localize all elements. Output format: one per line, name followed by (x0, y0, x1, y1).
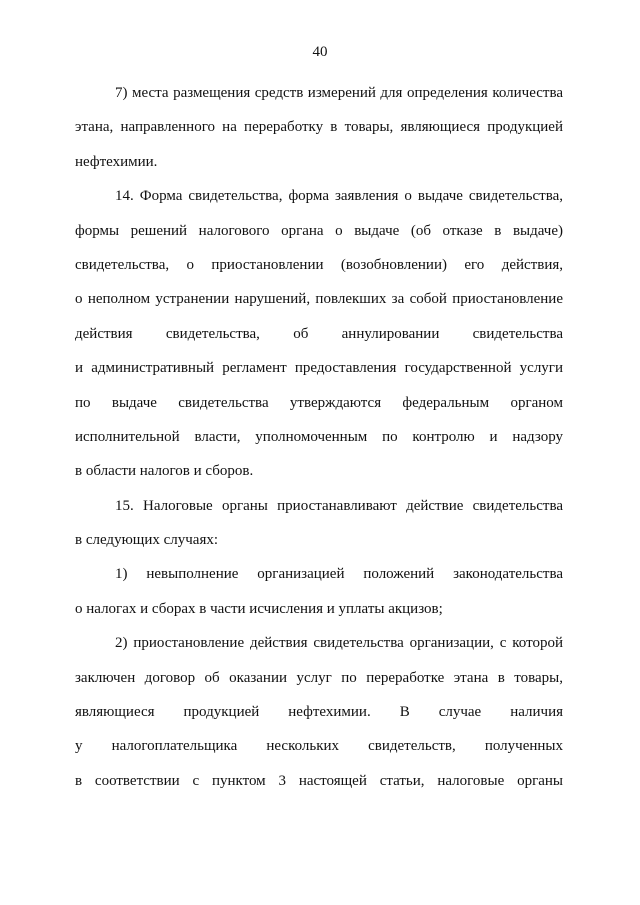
text-line: 2) приостановление действия свидетельства организации, с которой (115, 635, 563, 652)
paragraph-section-14 (75, 179, 563, 489)
text-line: в следующих случаях: (75, 532, 219, 549)
paragraph-item-2 (75, 626, 563, 798)
text-line: 15. Налоговые органы приостанавливают действие свидетельства (115, 497, 563, 514)
document-body (75, 76, 563, 798)
paragraph-section-15 (75, 489, 563, 558)
text-line: являющиеся продукцией нефтехимии. В случае наличия (75, 704, 563, 721)
page-number: 40 (312, 44, 328, 60)
paragraph-item-1 (75, 557, 563, 626)
text-line: о налогах и сборах в части исчисления и уплаты акцизов; (75, 600, 443, 617)
text-line: формы решений налогового органа о выдаче (об отказе в выдаче) (75, 222, 563, 239)
text-line: 1) невыполнение организацией положений законодательства (115, 566, 563, 583)
text-line: 14. Форма свидетельства, форма заявления о выдаче свидетельства, (115, 188, 563, 205)
text-line: в соответствии с пунктом 3 настоящей статьи, налоговые органы (75, 772, 563, 789)
text-line: исполнительной власти, уполномоченным по контролю и надзору (75, 428, 563, 445)
text-line: у налогоплательщика нескольких свидетельств, полученных (75, 738, 563, 755)
text-line: 7) места размещения средств измерений для определения количества (115, 85, 563, 101)
text-line: в области налогов и сборов. (75, 463, 254, 480)
text-line: и административный регламент предоставления государственной услуги (75, 360, 563, 377)
text-line: этана, направленного на переработку в товары, являющиеся продукцией (75, 119, 563, 136)
text-line: заключен договор об оказании услуг по переработке этана в товары, (75, 669, 563, 686)
text-line: нефтехимии. (75, 153, 158, 170)
paragraph-item-7 (75, 76, 563, 179)
text-line: действия свидетельства, об аннулировании свидетельства (75, 325, 563, 342)
text-line: о неполном устранении нарушений, повлекших за собой приостановление (75, 291, 563, 308)
text-line: свидетельства, о приостановлении (возобновлении) его действия, (75, 256, 563, 273)
text-line: по выдаче свидетельства утверждаются федеральным органом (75, 394, 563, 411)
